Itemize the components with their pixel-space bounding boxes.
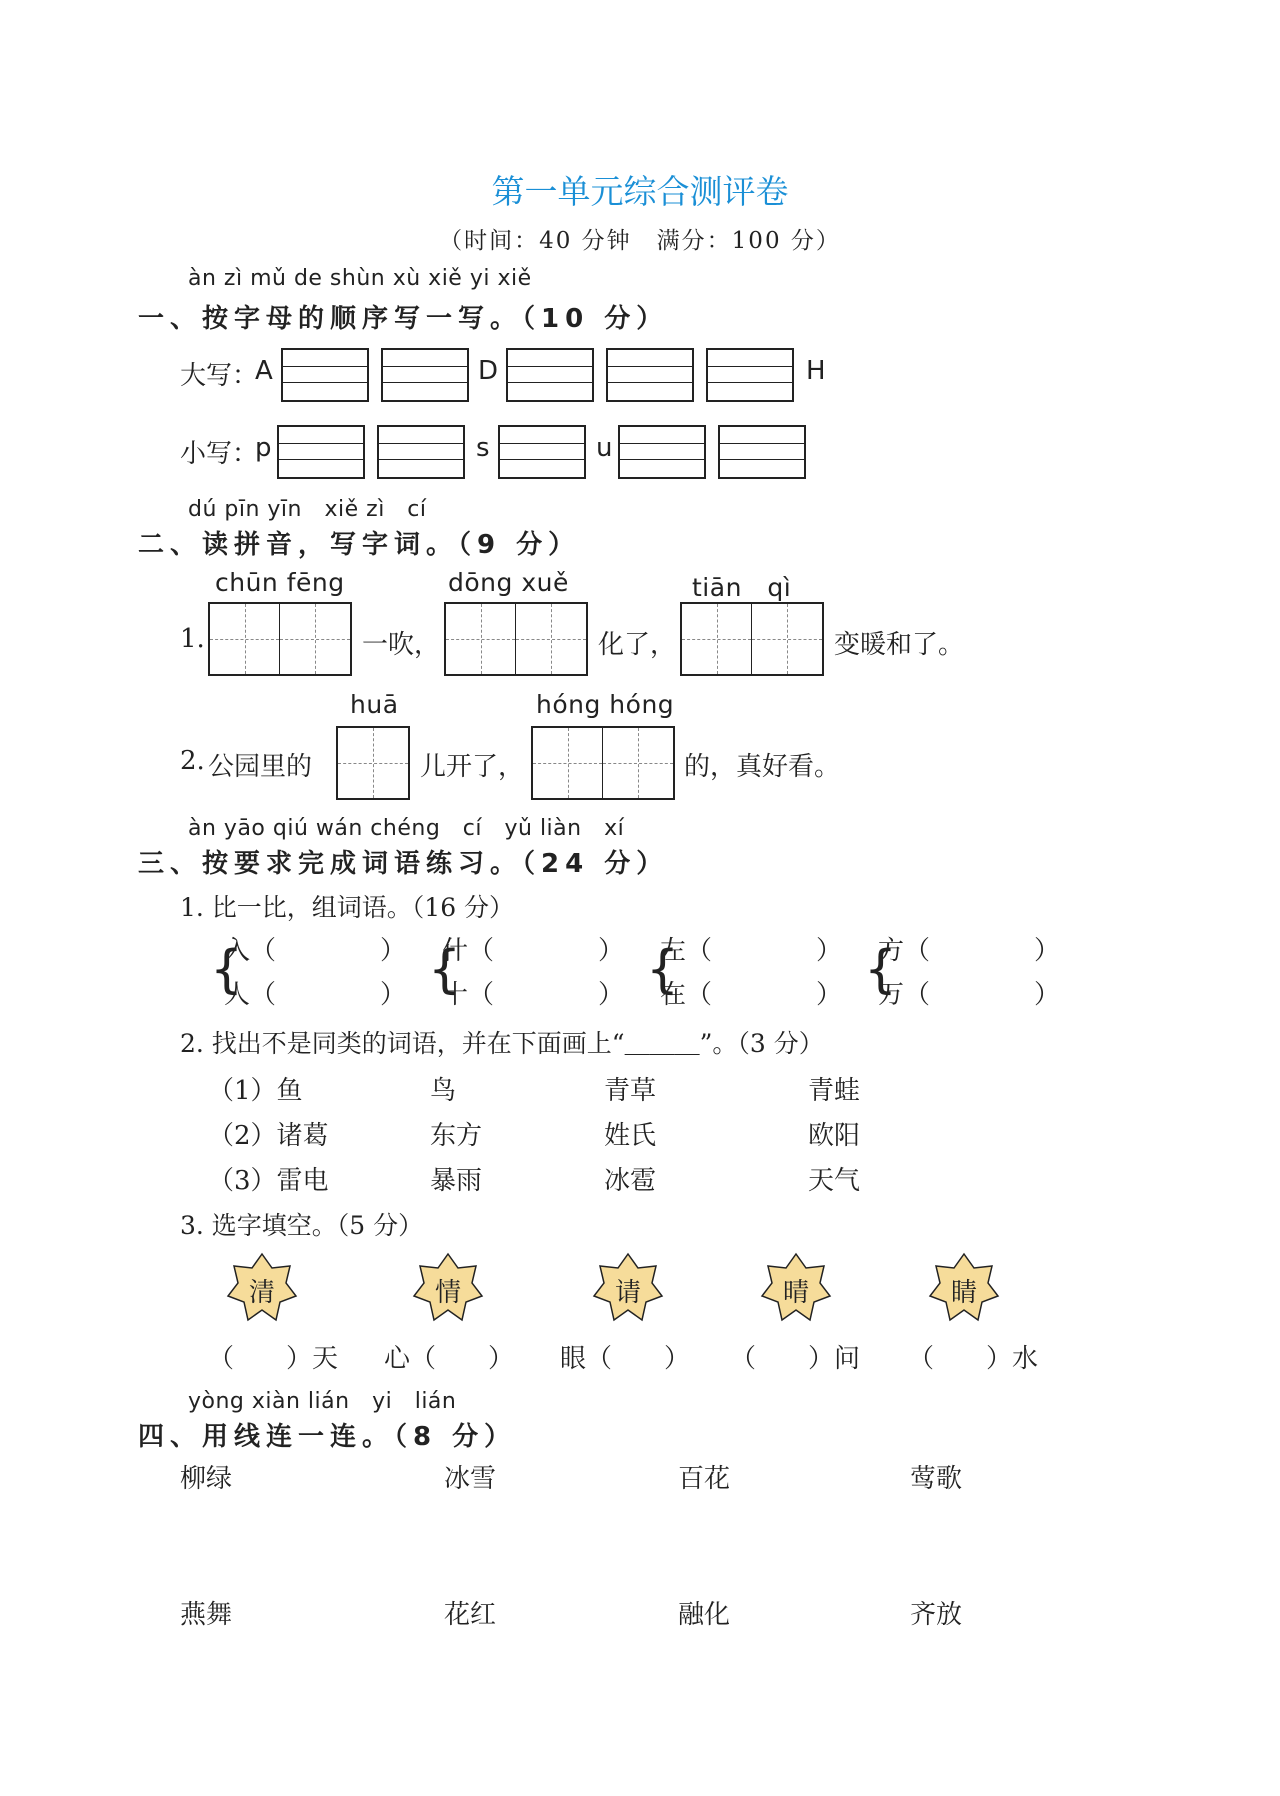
word-item[interactable]: （1）鱼 bbox=[208, 1076, 303, 1106]
option-star bbox=[760, 1252, 832, 1324]
section-4-pinyin: yòng xiàn lián yi lián bbox=[188, 1389, 457, 1414]
letter-box[interactable] bbox=[377, 425, 465, 479]
option-char: 情 bbox=[434, 1278, 461, 1308]
pair-item: 人（ ） bbox=[224, 980, 407, 1010]
letter-box[interactable] bbox=[706, 348, 794, 402]
letter-box[interactable] bbox=[281, 348, 369, 402]
subquestion-1: 1. 比一比，组词语。（16 分） bbox=[180, 893, 515, 922]
section-2-pinyin: dú pīn yīn xiě zì cí bbox=[188, 497, 427, 522]
fill-blank[interactable]: （ ）水 bbox=[908, 1344, 1039, 1374]
sentence-part: 化了， bbox=[598, 630, 677, 660]
letter-a: A bbox=[255, 356, 273, 386]
char-grid[interactable] bbox=[336, 726, 410, 800]
letter-h: H bbox=[806, 356, 826, 386]
section-4-heading: 四、用线连一连。（8 分） bbox=[138, 1422, 517, 1452]
word-item[interactable]: 冰雹 bbox=[604, 1166, 657, 1196]
option-star bbox=[592, 1252, 664, 1324]
sentence-part: 公园里的 bbox=[208, 752, 313, 782]
option-char: 清 bbox=[248, 1278, 275, 1308]
option-char: 晴 bbox=[782, 1278, 809, 1308]
pinyin-hua: huā bbox=[350, 690, 399, 719]
brace: { bbox=[864, 940, 898, 1000]
brace: { bbox=[646, 940, 680, 1000]
option-star bbox=[412, 1252, 484, 1324]
sentence-part: 变暖和了。 bbox=[834, 630, 965, 660]
letter-u: u bbox=[596, 433, 613, 463]
subquestion-2: 2. 找出不是同类的词语，并在下面画上“＿＿＿”。（3 分） bbox=[180, 1029, 824, 1058]
section-3-pinyin: àn yāo qiú wán chéng cí yǔ liàn xí bbox=[188, 816, 625, 841]
option-char: 请 bbox=[614, 1278, 641, 1308]
page-subtitle: （时间：40 分钟 满分：100 分） bbox=[439, 228, 841, 254]
word-item[interactable]: 东方 bbox=[430, 1121, 483, 1151]
option-star bbox=[226, 1252, 298, 1324]
question-number: 1. bbox=[180, 624, 205, 654]
letter-box[interactable] bbox=[718, 425, 806, 479]
pinyin-chunfeng: chūn fēng bbox=[215, 568, 345, 597]
section-2-heading: 二、读拼音，写字词。（9 分） bbox=[138, 530, 581, 560]
letter-box[interactable] bbox=[381, 348, 469, 402]
sentence-part: 的，真好看。 bbox=[684, 752, 841, 782]
pinyin-honghong: hóng hóng bbox=[536, 690, 675, 719]
word-item[interactable]: （2）诸葛 bbox=[208, 1121, 329, 1151]
uppercase-label: 大写： bbox=[180, 361, 259, 391]
match-word-bottom[interactable]: 齐放 bbox=[910, 1600, 963, 1630]
word-item[interactable]: （3）雷电 bbox=[208, 1166, 329, 1196]
letter-box[interactable] bbox=[498, 425, 586, 479]
option-star bbox=[928, 1252, 1000, 1324]
word-item[interactable]: 欧阳 bbox=[808, 1121, 861, 1151]
pinyin-tianqi: tiān qì bbox=[692, 573, 792, 602]
pair-item: 入（ ） bbox=[224, 936, 407, 966]
pair-item: 十（ ） bbox=[442, 980, 625, 1010]
match-word-top[interactable]: 冰雪 bbox=[444, 1464, 497, 1494]
char-grid[interactable] bbox=[208, 602, 352, 676]
match-word-top[interactable]: 百花 bbox=[678, 1464, 731, 1494]
word-item[interactable]: 青草 bbox=[604, 1076, 657, 1106]
match-word-top[interactable]: 莺歌 bbox=[910, 1464, 963, 1494]
pinyin-dongxue: dōng xuě bbox=[448, 568, 569, 597]
char-grid[interactable] bbox=[531, 726, 675, 800]
letter-d: D bbox=[478, 356, 499, 386]
section-1-pinyin: àn zì mǔ de shùn xù xiě yi xiě bbox=[188, 266, 532, 291]
char-grid[interactable] bbox=[444, 602, 588, 676]
letter-box[interactable] bbox=[506, 348, 594, 402]
pair-item: 在（ ） bbox=[660, 980, 843, 1010]
pair-item: 万（ ） bbox=[878, 980, 1061, 1010]
letter-p: p bbox=[255, 433, 272, 463]
match-word-bottom[interactable]: 燕舞 bbox=[180, 1600, 233, 1630]
fill-blank[interactable]: （ ）问 bbox=[730, 1344, 861, 1374]
fill-blank[interactable]: 眼（ ） bbox=[560, 1344, 691, 1374]
match-word-bottom[interactable]: 融化 bbox=[678, 1600, 731, 1630]
pair-item: 什（ ） bbox=[442, 936, 625, 966]
word-item[interactable]: 暴雨 bbox=[430, 1166, 483, 1196]
section-1-heading: 一、按字母的顺序写一写。（10 分） bbox=[138, 304, 669, 334]
question-number: 2. bbox=[180, 746, 205, 776]
fill-blank[interactable]: 心（ ） bbox=[384, 1344, 515, 1374]
letter-box[interactable] bbox=[618, 425, 706, 479]
brace: { bbox=[210, 940, 244, 1000]
sentence-part: 儿开了， bbox=[420, 752, 525, 782]
letter-box[interactable] bbox=[606, 348, 694, 402]
word-item[interactable]: 鸟 bbox=[430, 1076, 457, 1106]
section-3-heading: 三、按要求完成词语练习。（24 分） bbox=[138, 849, 669, 879]
char-grid[interactable] bbox=[680, 602, 824, 676]
fill-blank[interactable]: （ ）天 bbox=[208, 1344, 339, 1374]
word-item[interactable]: 青蛙 bbox=[808, 1076, 861, 1106]
lowercase-label: 小写： bbox=[180, 439, 259, 469]
match-word-bottom[interactable]: 花红 bbox=[444, 1600, 497, 1630]
subquestion-3: 3. 选字填空。（5 分） bbox=[180, 1211, 424, 1240]
brace: { bbox=[428, 940, 462, 1000]
word-item[interactable]: 天气 bbox=[808, 1166, 861, 1196]
word-item[interactable]: 姓氏 bbox=[604, 1121, 657, 1151]
match-word-top[interactable]: 柳绿 bbox=[180, 1464, 233, 1494]
option-char: 睛 bbox=[950, 1278, 977, 1308]
sentence-part: 一吹， bbox=[362, 630, 441, 660]
letter-box[interactable] bbox=[277, 425, 365, 479]
letter-s: s bbox=[476, 433, 490, 463]
pair-item: 方（ ） bbox=[878, 936, 1061, 966]
page-title: 第一单元综合测评卷 bbox=[491, 172, 789, 211]
pair-item: 左（ ） bbox=[660, 936, 843, 966]
